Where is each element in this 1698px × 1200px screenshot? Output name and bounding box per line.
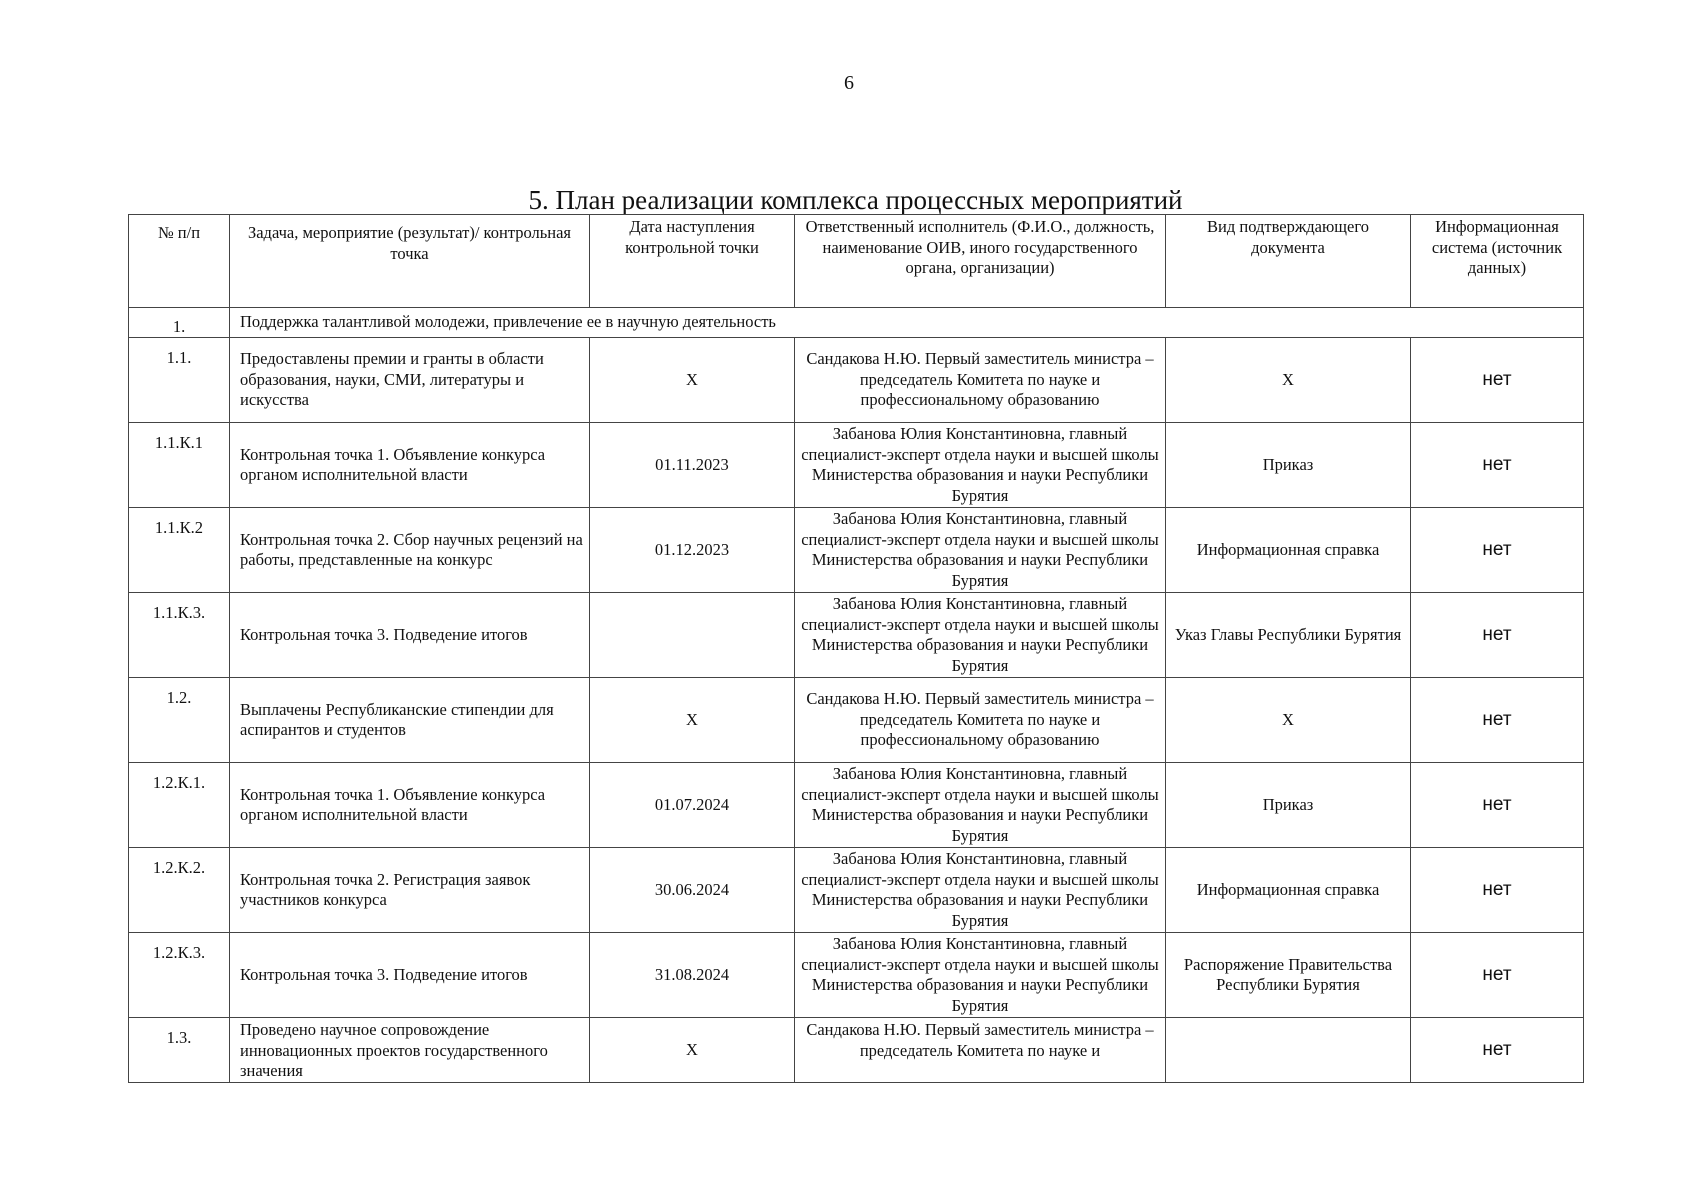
cell-num: 1.1.К.1 [129,423,230,508]
page-number: 6 [844,72,854,94]
table-row [129,933,1584,1018]
table-row [129,423,1584,508]
cell-date: Х [590,678,795,763]
cell-document: Х [1166,338,1411,423]
cell-num: 1.2. [129,678,230,763]
cell-document: Приказ [1166,423,1411,508]
cell-date: 01.07.2024 [590,763,795,848]
cell-num: 1.2.К.2. [129,848,230,933]
header-system: Информационная система (источник данных) [1411,215,1584,308]
cell-responsible: Сандакова Н.Ю. Первый заместитель министра – председатель Комитета по науке и профессиональному образованию [795,338,1166,423]
cell-num: 1.2.К.1. [129,763,230,848]
cell-task: Предоставлены премии и гранты в области образования, науки, СМИ, литературы и искусства [230,338,590,423]
cell-date: Х [590,338,795,423]
cell-task: Контрольная точка 3. Подведение итогов [230,933,590,1018]
table-row [129,848,1584,933]
header-num: № п/п [129,215,230,308]
cell-date: 01.11.2023 [590,423,795,508]
cell-num: 1.2.К.3. [129,933,230,1018]
cell-date: Х [590,1018,795,1083]
cell-responsible: Забанова Юлия Константиновна, главный специалист-эксперт отдела науки и высшей школы Министерства образования и науки Республики Бурятия [795,848,1166,933]
cell-document: Информационная справка [1166,508,1411,593]
cell-system: нет [1411,508,1584,593]
header-responsible: Ответственный исполнитель (Ф.И.О., должность, наименование ОИВ, иного государственного органа, организации) [795,215,1166,308]
cell-responsible: Сандакова Н.Ю. Первый заместитель министра – председатель Комитета по науке и [795,1018,1166,1083]
cell-responsible: Забанова Юлия Константиновна, главный специалист-эксперт отдела науки и высшей школы Министерства образования и науки Республики Бурятия [795,763,1166,848]
cell-system: нет [1411,848,1584,933]
cell-responsible: Сандакова Н.Ю. Первый заместитель министра – председатель Комитета по науке и профессиональному образованию [795,678,1166,763]
cell-responsible: Забанова Юлия Константиновна, главный специалист-эксперт отдела науки и высшей школы Министерства образования и науки Республики Бурятия [795,423,1166,508]
table-row [129,1018,1584,1083]
cell-responsible: Забанова Юлия Константиновна, главный специалист-эксперт отдела науки и высшей школы Министерства образования и науки Республики Бурятия [795,508,1166,593]
table-row [129,593,1584,678]
cell-num: 1.1.К.3. [129,593,230,678]
section-row [129,308,1584,338]
page-title: 5. План реализации комплекса процессных мероприятий [528,185,1183,215]
cell-document: Распоряжение Правительства Республики Бурятия [1166,933,1411,1018]
cell-document [1166,1018,1411,1083]
cell-document: Х [1166,678,1411,763]
cell-system: нет [1411,763,1584,848]
cell-responsible: Забанова Юлия Константиновна, главный специалист-эксперт отдела науки и высшей школы Министерства образования и науки Республики Бурятия [795,593,1166,678]
cell-task: Контрольная точка 1. Объявление конкурса органом исполнительной власти [230,423,590,508]
cell-document: Приказ [1166,763,1411,848]
section-num: 1. [129,308,230,338]
cell-system: нет [1411,933,1584,1018]
section-title: Поддержка талантливой молодежи, привлечение ее в научную деятельность [230,308,1584,338]
cell-task: Контрольная точка 1. Объявление конкурса органом исполнительной власти [230,763,590,848]
cell-system: нет [1411,678,1584,763]
table-row [129,678,1584,763]
cell-document: Информационная справка [1166,848,1411,933]
cell-date: 01.12.2023 [590,508,795,593]
cell-date [590,593,795,678]
cell-num: 1.1.К.2 [129,508,230,593]
cell-task: Выплачены Республиканские стипендии для аспирантов и студентов [230,678,590,763]
cell-system: нет [1411,593,1584,678]
cell-system: нет [1411,1018,1584,1083]
cell-responsible: Забанова Юлия Константиновна, главный специалист-эксперт отдела науки и высшей школы Министерства образования и науки Республики Бурятия [795,933,1166,1018]
cell-system: нет [1411,338,1584,423]
table-row [129,338,1584,423]
header-date: Дата наступления контрольной точки [590,215,795,308]
cell-task: Проведено научное сопровождение инновационных проектов государственного значения [230,1018,590,1083]
cell-task: Контрольная точка 3. Подведение итогов [230,593,590,678]
cell-date: 31.08.2024 [590,933,795,1018]
table-row [129,508,1584,593]
cell-task: Контрольная точка 2. Регистрация заявок участников конкурса [230,848,590,933]
cell-date: 30.06.2024 [590,848,795,933]
cell-document: Указ Главы Республики Бурятия [1166,593,1411,678]
cell-task: Контрольная точка 2. Сбор научных рецензий на работы, представленные на конкурс [230,508,590,593]
table-header-row [129,215,1584,308]
header-document: Вид подтверждающего документа [1166,215,1411,308]
plan-table [128,214,1584,1083]
header-task: Задача, мероприятие (результат)/ контрольная точка [230,215,590,308]
cell-system: нет [1411,423,1584,508]
cell-num: 1.1. [129,338,230,423]
table-row [129,763,1584,848]
cell-num: 1.3. [129,1018,230,1083]
